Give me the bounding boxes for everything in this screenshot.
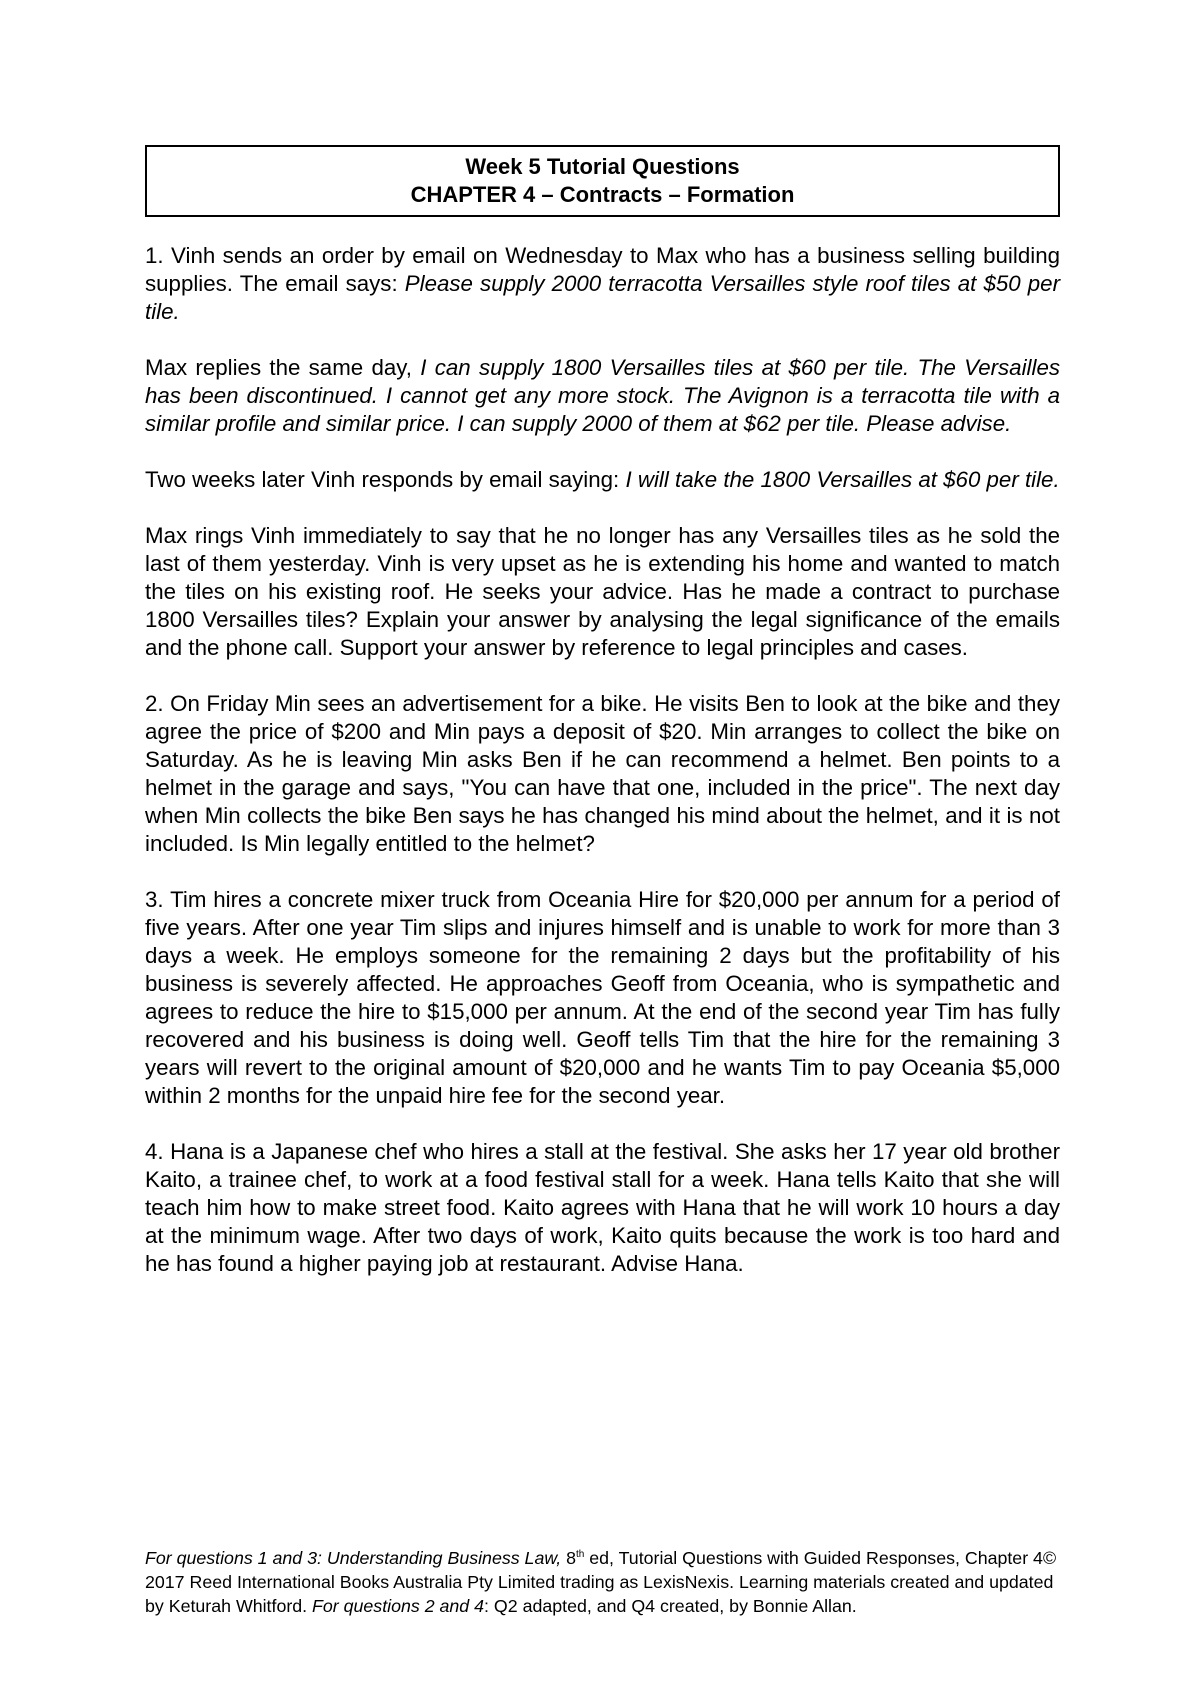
title-box xyxy=(145,145,1060,217)
footer-edition: 8 xyxy=(561,1547,576,1568)
question-2: 2. On Friday Min sees an advertisement for a bike. He visits Ben to look at the bike and they agree the price of $200 and Min pays a deposit of $20. Min arranges to collect the bike on Saturday. As he is leaving Min asks Ben if he can recommend a helmet. Ben points to a helmet in the garage and says, "You can have that one, included in the price". The next day when Min collects the bike Ben says he has changed his mind about the helmet, and it is not included. Is Min legally entitled to the helmet? xyxy=(145,691,1060,856)
footer-q24-label: For questions 2 and 4 xyxy=(312,1595,485,1616)
footer-credits: : Q2 adapted, and Q4 created, by Bonnie Allan. xyxy=(484,1595,857,1616)
q1-reply-text: Max replies the same day, xyxy=(145,355,421,380)
question-1-task: Max rings Vinh immediately to say that he no longer has any Versailles tiles as he sold the last of them yesterday. Vinh is very upset as he is extending his home and wanted to match the tiles on his existing roof. He seeks your advice. Has he made a contract to purchase 1800 Versailles tiles? Explain your answer by analysing the legal significance of the emails and the phone call. Support your answer by reference to legal principles and cases. xyxy=(145,523,1060,660)
question-1-intro xyxy=(145,242,1060,326)
document-page xyxy=(145,145,1060,1278)
title-week: Week 5 Tutorial Questions xyxy=(465,154,740,179)
questions-body xyxy=(145,242,1060,1278)
title-chapter: CHAPTER 4 – Contracts – Formation xyxy=(410,182,795,207)
q1-response-quote: I will take the 1800 Versailles at $60 per tile. xyxy=(625,467,1060,492)
question-4: 4. Hana is a Japanese chef who hires a stall at the festival. She asks her 17 year old brother Kaito, a trainee chef, to work at a food festival stall for a week. Hana tells Kaito that she will teach him how to make street food. Kaito agrees with Hana that he will work 10 hours a day at the minimum wage. After two days of work, Kaito quits because the work is too hard and he has found a higher paying job at restaurant. Advise Hana. xyxy=(145,1139,1060,1276)
q1-text: 1. Vinh sends an order by email on Wednesday to Max who has a business selling building supplies. The email says: xyxy=(145,243,1060,296)
question-1-reply xyxy=(145,354,1060,438)
footer-copyright: ed, Tutorial Questions with Guided Responses, Chapter 4© 2017 Reed International Books Australia Pty Limited trading as LexisNexis. Learning materials created and updated by Keturah Whitford. xyxy=(145,1547,1057,1616)
footer-edition-suffix: th xyxy=(575,1549,585,1560)
footer-source: For questions 1 and 3: Understanding Business Law, xyxy=(145,1547,562,1568)
q1-email-quote: Please supply 2000 terracotta Versailles style roof tiles at $50 per tile. xyxy=(145,271,1060,324)
footer-note xyxy=(145,1543,1065,1618)
q1-response-text: Two weeks later Vinh responds by email saying: xyxy=(145,467,626,492)
question-1-response xyxy=(145,466,1060,494)
q1-reply-quote: I can supply 1800 Versailles tiles at $60 per tile. The Versailles has been discontinued. I cannot get any more stock. The Avignon is a terracotta tile with a similar profile and similar price. I can supply 2000 of them at $62 per tile. Please advise. xyxy=(145,355,1060,436)
question-3: 3. Tim hires a concrete mixer truck from Oceania Hire for $20,000 per annum for a period of five years. After one year Tim slips and injures himself and is unable to work for more than 3 days a week. He employs someone for the remaining 2 days but the profitability of his business is severely affected. He approaches Geoff from Oceania, who is sympathetic and agrees to reduce the hire to $15,000 per annum. At the end of the second year Tim has fully recovered and his business is doing well. Geoff tells Tim that the hire for the remaining 3 years will revert to the original amount of $20,000 and he wants Tim to pay Oceania $5,000 within 2 months for the unpaid hire fee for the second year. xyxy=(145,887,1060,1108)
